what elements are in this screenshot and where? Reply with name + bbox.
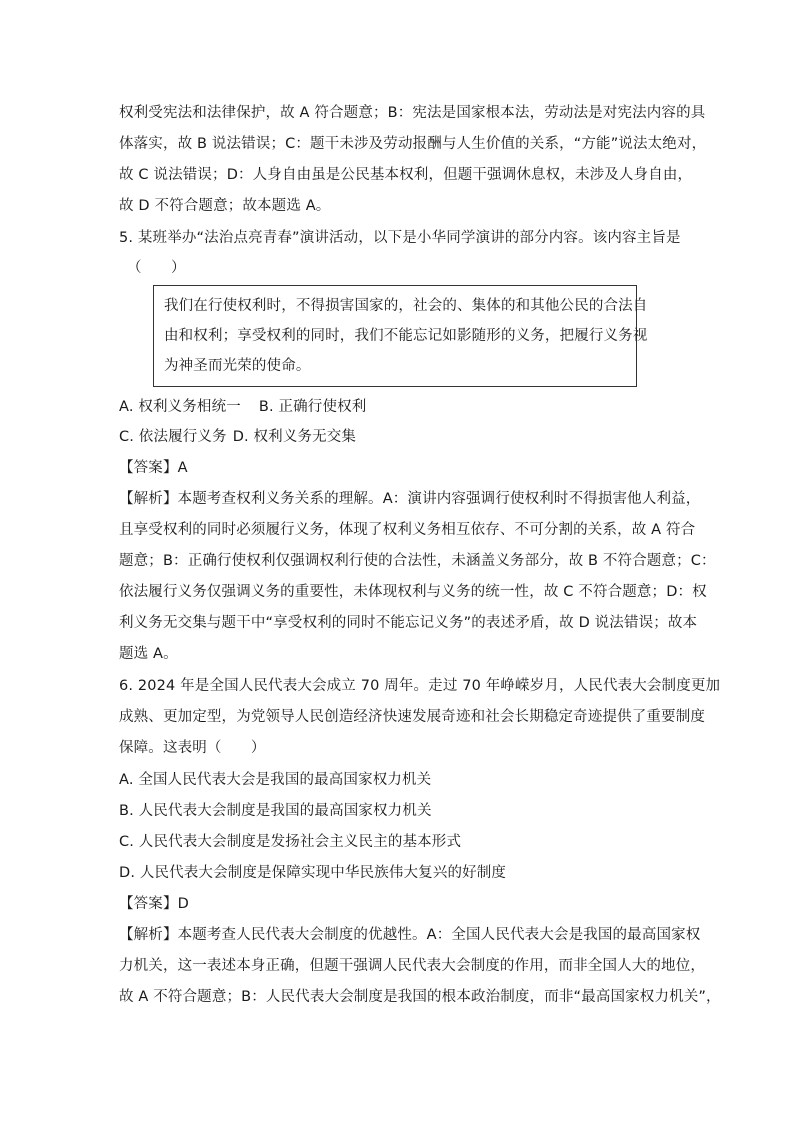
options-row	[119, 427, 356, 447]
analysis-line: 题选 A。	[119, 646, 178, 662]
answer-label: 【答案】A	[119, 460, 188, 476]
option-d: D. 权利义务无交集	[232, 429, 357, 445]
question-6-stem: 保障。这表明（ ）	[119, 740, 266, 756]
question-5-paren: （ ）	[127, 260, 186, 276]
text-line: 权利受宪法和法律保护，故 A 符合题意；B：宪法是国家根本法，劳动法是对宪法内容的具	[119, 105, 706, 121]
option-c: C. 依法履行义务	[119, 429, 227, 445]
option-a: A. 全国人民代表大会是我国的最高国家权力机关	[119, 772, 432, 788]
analysis-line: 利义务无交集与题干中“享受权利的同时不能忘记义务”的表述矛盾，故 D 说法错误；故本	[119, 615, 698, 631]
analysis-line: 且享受权利的同时必须履行义务，体现了权利义务相互依存、不可分割的关系，故 A 符合	[119, 522, 696, 538]
text-line: 体落实，故 B 说法错误；C：题干未涉及劳动报酬与人生价值的关系，“方能”说法太绝对，	[119, 136, 707, 152]
quote-box	[153, 285, 648, 387]
question-5-stem: 5. 某班举办“法治点亮青春”演讲活动，以下是小华同学演讲的部分内容。该内容主旨是	[119, 230, 681, 246]
option-b: B. 正确行使权利	[258, 399, 367, 415]
text-line: 故 C 说法错误；D：人身自由虽是公民基本权利，但题干强调休息权，未涉及人身自由，	[119, 167, 693, 183]
quote-line: 为神圣而光荣的使命。	[164, 358, 311, 374]
analysis-line: 题意；B：正确行使权利仅强调权利行使的合法性，未涵盖义务部分，故 B 不符合题意；C：	[119, 553, 716, 569]
text-line: 故 D 不符合题意；故本题选 A。	[119, 198, 331, 214]
question-6-stem: 6. 2024 年是全国人民代表大会成立 70 周年。走过 70 年峥嵘岁月，人民代表大会制度更加	[119, 678, 721, 694]
option-b: B. 人民代表大会制度是我国的最高国家权力机关	[119, 803, 432, 819]
option-c: C. 人民代表大会制度是发扬社会主义民主的基本形式	[119, 834, 462, 850]
analysis-line: 【解析】本题考查人民代表大会制度的优越性。A：全国人民代表大会是我国的最高国家权	[119, 927, 701, 943]
analysis-line: 故 A 不符合题意；B：人民代表大会制度是我国的根本政治制度，而非“最高国家权力机关”，	[119, 989, 721, 1005]
quote-line: 由和权利；享受权利的同时，我们不能忘记如影随形的义务，把履行义务视	[164, 328, 648, 344]
quote-line: 我们在行使权利时，不得损害国家的，社会的、集体的和其他公民的合法自	[164, 298, 648, 314]
answer-label: 【答案】D	[119, 896, 189, 912]
analysis-line: 力机关，这一表述本身正确，但题干强调人民代表大会制度的作用，而非全国人大的地位，	[119, 958, 705, 974]
options-row	[119, 397, 366, 417]
analysis-line: 【解析】本题考查权利义务关系的理解。A：演讲内容强调行使权利时不得损害他人利益，	[119, 491, 701, 507]
option-a: A. 权利义务相统一	[119, 399, 241, 415]
option-d: D. 人民代表大会制度是保障实现中华民族伟大复兴的好制度	[119, 865, 507, 881]
analysis-line: 依法履行义务仅强调义务的重要性，未体现权利与义务的统一性，故 C 不符合题意；D：权	[119, 584, 707, 600]
question-6-stem: 成熟、更加定型，为党领导人民创造经济快速发展奇迹和社会长期稳定奇迹提供了重要制度	[119, 709, 705, 725]
